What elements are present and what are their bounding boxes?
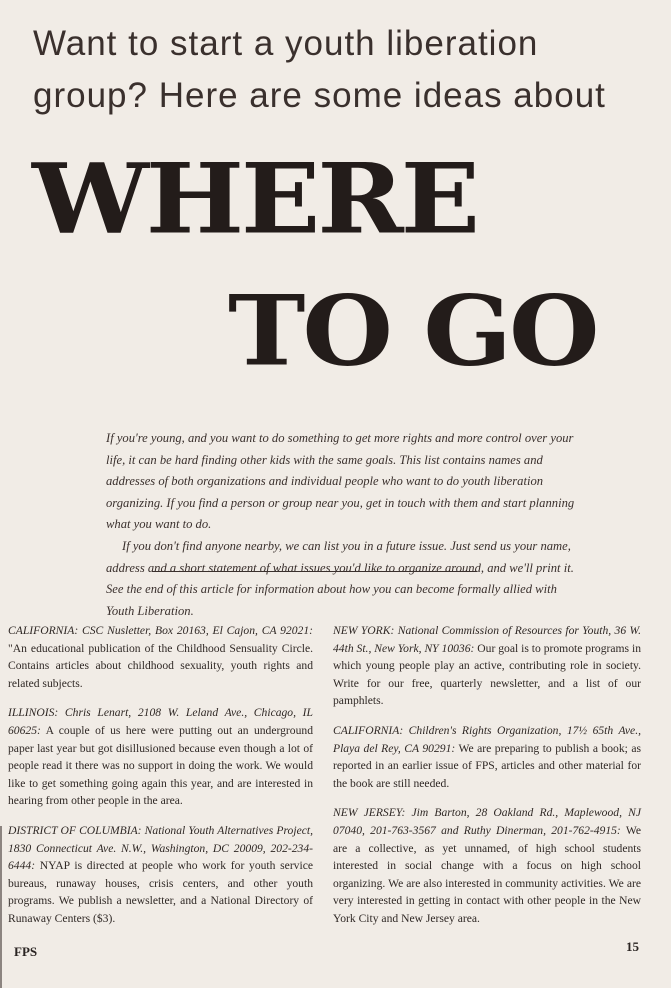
listing-entry	[333, 804, 641, 927]
listing-label: CALIFORNIA: Children's Rights Organization, 17½ 65th Ave., Playa del Rey, CA 90291:	[333, 723, 641, 755]
listing-label: ILLINOIS: Chris Lenart, 2108 W. Leland Ave., Chicago, IL 60625:	[8, 706, 313, 737]
listing-text: A couple of us here were putting out an underground paper last year but got disillusioned because even though a lot of people read it there was no support in doing the work. We would like to get something going again this year, and are interested in hearing from other people in the area.	[8, 723, 313, 808]
listings-left-column	[8, 622, 313, 940]
listing-label: NEW YORK: National Commission of Resources for Youth, 36 W. 44th St., New York, NY 10036:	[333, 624, 641, 655]
listing-entry	[333, 722, 641, 792]
intro-text	[106, 428, 584, 622]
intro-paragraph-1: If you're young, and you want to do something to get more rights and more control over your life, it can be hard finding other kids with the same goals. This list contains names and addresses of both organizations and individual people who want to do youth liberation organizing. If you find a person or group near you, get in touch with them and start planning what you want to do.	[106, 431, 575, 532]
listings-right-column	[333, 622, 641, 940]
title-to-go: TO GO	[228, 273, 597, 388]
listing-label: NEW JERSEY: Jim Barton, 28 Oakland Rd., Maplewood, NJ 07040, 201-763-3567 and Ruthy Dinerman, 201-762-4915:	[333, 806, 641, 837]
intro-paragraph-2: If you don't find anyone nearby, we can list you in a future issue. Just send us your name, address and a short statement of what issues you'd like to organize around, and we'll print it. See the end of this article for information about how you can become formally allied with Youth Liberation.	[106, 538, 574, 618]
listing-text: "An educational publication of the Childhood Sensuality Circle. Contains articles about childhood sexuality, youth rights and related subjects.	[8, 641, 313, 690]
listing-text: Our goal is to promote programs in which young people play an active, contributing role in society. Write for our free, quarterly newsletter, and a list of our pamphlets.	[333, 641, 641, 708]
page-number: 15	[626, 939, 639, 954]
publication-footer: FPS	[14, 944, 38, 959]
listing-text: NYAP is directed at people who work for youth service bureaus, runaway houses, crisis centers, and other youth programs. We publish a newsletter, and a National Directory of Runaway Centers ($3).	[8, 859, 313, 925]
headline: Want to start a youth liberation group? Here are some ideas about	[33, 24, 606, 115]
listing-label: DISTRICT OF COLUMBIA: National Youth Alternatives Project, 1830 Connecticut Ave. N.W., Washington, DC 20009, 202-234-6444:	[8, 823, 313, 873]
listing-entry	[8, 704, 313, 810]
page-edge-bar	[0, 826, 2, 988]
section-divider	[152, 571, 477, 572]
listing-entry	[8, 622, 313, 692]
listing-label: CALIFORNIA: CSC Nusletter, Box 20163, El Cajon, CA 92021:	[8, 624, 313, 637]
listing-text: We are a collective, as yet unnamed, of high school students interested in social change with a focus on high school organizing. We are also interested in community activities. We are very interested in getting in contact with other people in the New York City and New Jersey area.	[333, 823, 641, 925]
listing-entry	[333, 622, 641, 710]
listing-entry	[8, 822, 313, 928]
title-where: WHERE	[32, 141, 478, 256]
listing-text: We are preparing to publish a book; as reported in an earlier issue of FPS, articles and other material for the book are still needed.	[333, 741, 641, 790]
